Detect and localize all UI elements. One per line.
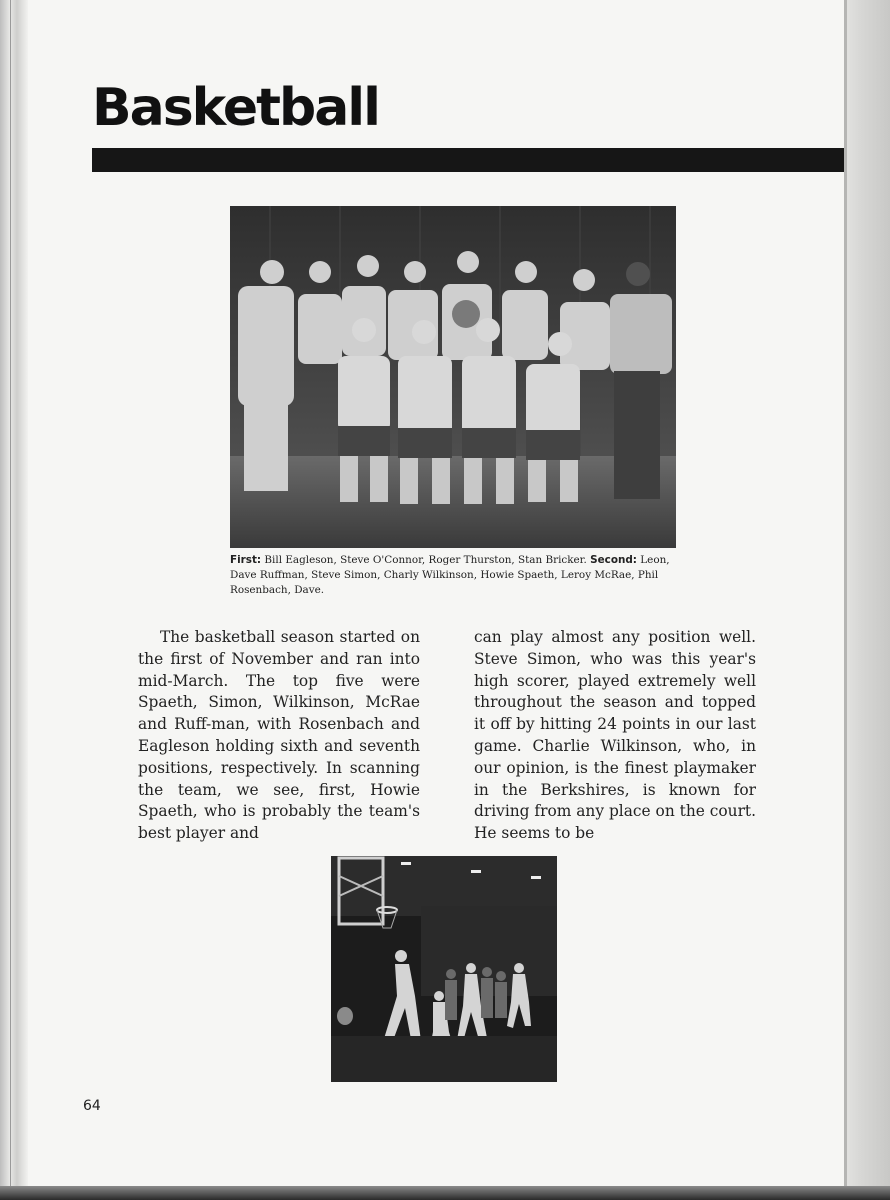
game-action-photo xyxy=(331,856,557,1082)
next-page-edge xyxy=(844,0,890,1200)
page-bottom-edge xyxy=(0,1186,890,1200)
page-binding xyxy=(0,0,28,1200)
caption-second-names: Leon, Dave Ruffman, Steve Simon, Charly Wilkinson, Howie Spaeth, Leroy McRae, Phil Rosenbach, Dave. xyxy=(230,554,670,596)
photo-caption xyxy=(230,553,676,598)
page-title: Basketball xyxy=(92,78,379,138)
caption-first-names: Bill Eagleson, Steve O'Connor, Roger Thurston, Stan Bricker. xyxy=(264,554,587,566)
caption-second-label: Second: xyxy=(590,554,637,566)
body-left-column: The basketball season started on the first of November and ran into mid-March. The top five were Spaeth, Simon, Wilkinson, McRae and Ruff-man, with Rosenbach and Eagleson holding sixth and seventh positions, respectively. In scanning the team, we see, first, Howie Spaeth, who is probably the team's best player and xyxy=(138,628,420,843)
title-rule xyxy=(92,148,844,172)
body-right-column: can play almost any position well. Steve Simon, who was this year's high scorer, played extremely well throughout the season and topped it off by hitting 24 points in our last game. Charlie Wilkinson, who, in our opinion, is the finest playmaker in the Berkshires, is known for driving from any place on the court. He seems to be xyxy=(474,628,756,843)
caption-first-label: First: xyxy=(230,554,262,566)
page-number: 64 xyxy=(83,1098,101,1114)
team-photo xyxy=(230,206,676,548)
